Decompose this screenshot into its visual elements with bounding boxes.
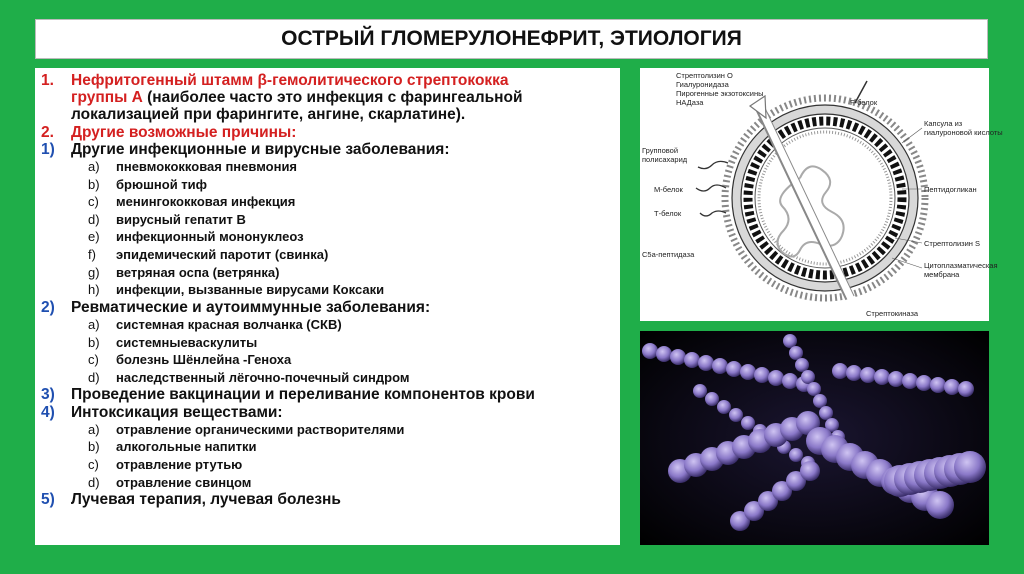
coccus-cell [789, 346, 803, 360]
coccus-cell [741, 416, 755, 430]
group-5-text: Лучевая терапия, лучевая болезнь [71, 491, 341, 509]
coccus-cell [642, 343, 658, 359]
list-letter: e) [88, 229, 100, 245]
coccus-cell [754, 367, 770, 383]
coccus-cell [782, 373, 798, 389]
list-text: наследственный лёгочно-почечный синдром [116, 369, 410, 385]
group-number: 1) [41, 140, 55, 158]
list-text: инфекционный мононуклеоз [116, 229, 304, 245]
list-text: отравление ртутью [116, 456, 243, 472]
coccus-cell [800, 461, 820, 481]
list-text: пневмококковая пневмония [116, 159, 298, 175]
label-streptokinase: Стрептокиназа [866, 309, 919, 318]
list-letter: b) [88, 334, 100, 350]
title-box [35, 19, 988, 59]
coccus-cell [860, 367, 876, 383]
coccus-cell [926, 491, 954, 519]
label-c5a-peptidase: C5a-пептидаза [642, 250, 695, 259]
list-text: системная красная волчанка (СКВ) [116, 316, 342, 332]
coccus-cell [954, 451, 986, 483]
list-text: системныеваскулиты [116, 334, 258, 350]
t-protein-strand [700, 211, 726, 216]
group-1 [41, 141, 620, 158]
group-2 [41, 299, 620, 316]
coccus-cell [888, 371, 904, 387]
list-text: инфекции, вызванные вирусами Коксаки [116, 282, 385, 298]
coccus-cell [670, 349, 686, 365]
list-item [41, 334, 620, 352]
page-title: ОСТРЫЙ ГЛОМЕРУЛОНЕФРИТ, ЭТИОЛОГИЯ [281, 27, 742, 50]
coccus-cell [832, 363, 848, 379]
coccus-cell [783, 334, 797, 348]
bacteria-image [640, 331, 989, 545]
coccus-cell [717, 400, 731, 414]
coccus-cell [768, 370, 784, 386]
group-4 [41, 404, 620, 421]
coccus-cell [902, 373, 918, 389]
coccus-cell [726, 361, 742, 377]
item-1-line3: локализацией при фарингите, ангине, скарлатине). [71, 106, 466, 124]
coccus-cell [958, 381, 974, 397]
coccus-cell [819, 406, 833, 420]
coccus-cell [693, 384, 707, 398]
group-1-text: Другие инфекционные и вирусные заболевания: [71, 140, 450, 158]
label-capsule-2: гиалуроновой кислоты [924, 128, 1003, 137]
streptococcus-diagram [640, 68, 1003, 321]
list-item [41, 176, 620, 194]
coccus-cell [705, 392, 719, 406]
item-1 [41, 72, 620, 89]
m-protein-strand [696, 185, 726, 191]
group-5 [41, 491, 620, 508]
coccus-cell [916, 375, 932, 391]
label-hyaluronidase: Гиалуронидаза [676, 80, 729, 89]
list-item [41, 421, 620, 439]
group-number: 3) [41, 386, 55, 404]
list-text: брюшной тиф [116, 176, 208, 192]
list-letter: d) [88, 369, 100, 385]
list-letter: c) [88, 456, 99, 472]
list-text: вирусный гепатит В [116, 211, 246, 227]
coccus-cell [698, 355, 714, 371]
label-t-protein: Т-белок [654, 209, 682, 218]
list-letter: h) [88, 282, 100, 298]
label-m-protein: М-белок [654, 185, 683, 194]
item-2 [41, 124, 620, 141]
coccus-cell [801, 370, 815, 384]
coccus-cell [684, 352, 700, 368]
list-item [41, 351, 620, 369]
item-1-black-text: (наиболее часто это инфекция с фарингеальной [142, 89, 523, 107]
list-item [41, 211, 620, 229]
coccus-cell [789, 448, 803, 462]
label-group-poly-1: Групповой [642, 146, 679, 155]
list-letter: f) [88, 246, 96, 262]
label-nadase: НАДаза [676, 98, 704, 107]
list-text: отравление свинцом [116, 474, 252, 490]
group-3-text: Проведение вакцинации и переливание компонентов крови [71, 386, 535, 404]
list-item [41, 456, 620, 474]
label-pyrogenic: Пирогенные экзотоксины [676, 89, 764, 98]
coccus-cell [846, 365, 862, 381]
list-letter: g) [88, 264, 100, 280]
item-1-line1: Нефритогенный штамм β-гемолитического стрептококка [71, 72, 509, 89]
list-item [41, 193, 620, 211]
list-text: болезнь Шёнлейна -Геноха [116, 352, 292, 368]
list-letter: c) [88, 352, 99, 368]
bacteria-svg [640, 331, 989, 545]
item-2-text: Другие возможные причины: [71, 123, 297, 141]
list-item [41, 246, 620, 264]
list-text: отравление органическими растворителями [116, 421, 405, 437]
group-2-text: Ревматические и аутоиммунные заболевания: [71, 298, 431, 316]
list-letter: a) [88, 421, 100, 437]
diagram-svg [640, 68, 1003, 321]
list-text: алкогольные напитки [116, 439, 257, 455]
group-number: 5) [41, 491, 55, 509]
list-text: менингококковая инфекция [116, 194, 296, 210]
group-3 [41, 386, 620, 403]
coccus-cell [729, 408, 743, 422]
list-item [41, 228, 620, 246]
list-item [41, 281, 620, 299]
polysaccharide-strand [698, 161, 728, 168]
label-streptolysin-o: Стрептолизин О [676, 71, 733, 80]
group-number: 4) [41, 403, 55, 421]
list-letter: b) [88, 176, 100, 192]
item-number: 2. [41, 123, 54, 141]
coccus-cell [740, 364, 756, 380]
item-1-line2 [41, 89, 620, 106]
label-cyto-2: мембрана [924, 270, 960, 279]
coccus-cell [874, 369, 890, 385]
label-peptidoglycan: Пептидогликан [924, 185, 977, 194]
list-item [41, 369, 620, 387]
list-item [41, 438, 620, 456]
coccus-cell [795, 358, 809, 372]
list-letter: a) [88, 316, 100, 332]
list-letter: a) [88, 159, 100, 175]
list-letter: b) [88, 439, 100, 455]
list-text: ветряная оспа (ветрянка) [116, 264, 280, 280]
item-number: 1. [41, 72, 54, 89]
list-letter: d) [88, 474, 100, 490]
coccus-cell [813, 394, 827, 408]
list-letter: d) [88, 211, 100, 227]
group-number: 2) [41, 298, 55, 316]
coccus-cell [712, 358, 728, 374]
group-4-text: Интоксикация веществами: [71, 403, 283, 421]
label-cyto-1: Цитоплазматическая [924, 261, 998, 270]
coccus-cell [656, 346, 672, 362]
label-group-poly-2: полисахарид [642, 155, 688, 164]
label-capsule-1: Капсула из [924, 119, 963, 128]
list-text: эпидемический паротит (свинка) [116, 246, 329, 262]
etiology-text-panel [35, 68, 620, 545]
label-f-protein: F-белок [850, 98, 878, 107]
coccus-cell [807, 382, 821, 396]
list-item [41, 316, 620, 334]
list-letter: c) [88, 194, 99, 210]
list-item [41, 474, 620, 492]
coccus-cell [930, 377, 946, 393]
label-streptolysin-s: Стрептолизин S [924, 239, 981, 248]
coccus-cell [944, 379, 960, 395]
list-item [41, 264, 620, 282]
list-item [41, 158, 620, 176]
item-1-red-text: группы А [71, 89, 143, 107]
